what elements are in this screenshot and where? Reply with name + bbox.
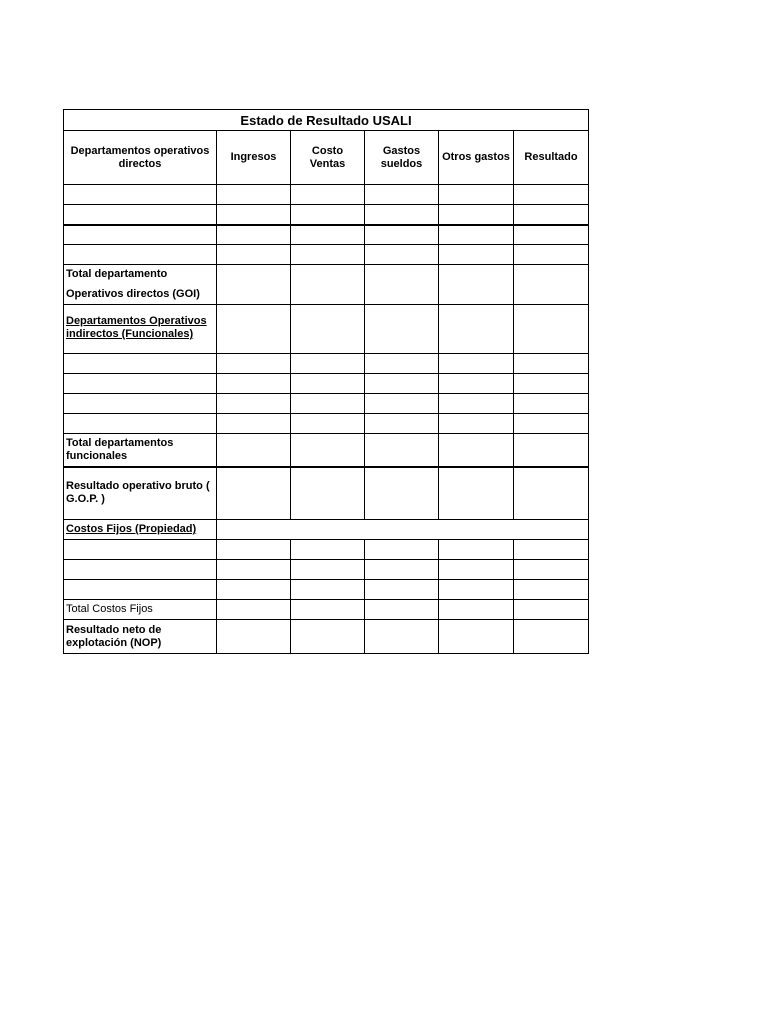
header-costo-ventas: Costo Ventas [291, 131, 365, 185]
table-row [64, 394, 589, 414]
table-row [64, 600, 589, 620]
table-row [64, 205, 589, 225]
table-row [64, 354, 589, 374]
table-row [64, 520, 589, 540]
total-costos-fijos-label: Total Costos Fijos [64, 600, 217, 620]
table-row [64, 467, 589, 520]
table-row [64, 560, 589, 580]
usali-income-statement-table [63, 109, 589, 654]
table-row [64, 620, 589, 654]
header-gastos-sueldos: Gastos sueldos [365, 131, 439, 185]
table-row [64, 580, 589, 600]
table-row [64, 185, 589, 205]
header-departments: Departamentos operativos directos [64, 131, 217, 185]
table-row [64, 414, 589, 434]
table-row [64, 245, 589, 265]
table-row [64, 305, 589, 354]
table-row [64, 540, 589, 560]
table-row [64, 434, 589, 467]
total-funcionales-label: Total departamentos funcionales [64, 434, 217, 467]
table-row [64, 225, 589, 245]
costos-fijos-label: Costos Fijos (Propiedad) [64, 520, 217, 540]
table-row [64, 374, 589, 394]
header-ingresos: Ingresos [217, 131, 291, 185]
header-otros-gastos: Otros gastos [439, 131, 514, 185]
table-title: Estado de Resultado USALI [64, 110, 589, 131]
total-directos-label: Total departamento Operativos directos (GOI) [64, 265, 217, 305]
gop-label: Resultado operativo bruto ( G.O.P. ) [64, 467, 217, 520]
indirectos-section-label: Departamentos Operativos indirectos (Funcionales) [64, 305, 217, 354]
table-row [64, 265, 589, 305]
header-resultado: Resultado [514, 131, 589, 185]
nop-label: Resultado neto de explotación (NOP) [64, 620, 217, 654]
